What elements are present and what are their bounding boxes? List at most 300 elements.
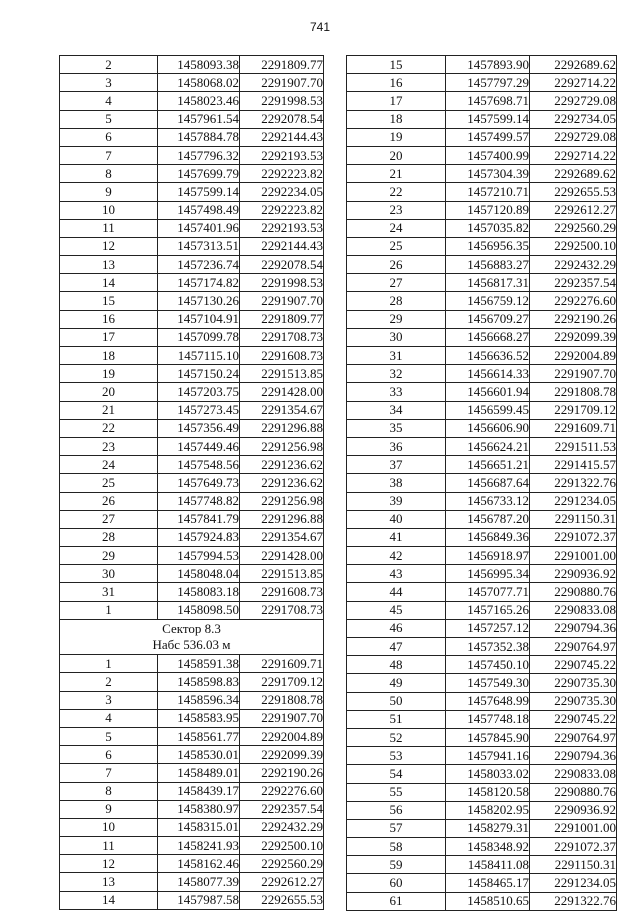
point-number-cell: 7 (60, 146, 158, 164)
table-row (60, 183, 324, 201)
y-coordinate-cell: 2290880.76 (530, 583, 617, 601)
y-coordinate-cell: 2291001.00 (530, 547, 617, 565)
point-number-cell: 32 (347, 365, 446, 383)
point-number-cell: 35 (347, 419, 446, 437)
point-number-cell: 51 (347, 710, 446, 728)
table-row (347, 74, 617, 92)
y-coordinate-cell: 2291907.70 (240, 292, 324, 310)
x-coordinate-cell: 1456849.36 (446, 528, 530, 546)
point-number-cell: 25 (60, 474, 158, 492)
y-coordinate-cell: 2292223.82 (240, 165, 324, 183)
x-coordinate-cell: 1458380.97 (158, 800, 240, 818)
table-row (60, 110, 324, 128)
table-row (347, 419, 617, 437)
table-row (60, 583, 324, 601)
point-number-cell: 22 (347, 183, 446, 201)
y-coordinate-cell: 2291001.00 (530, 819, 617, 837)
table-row (347, 219, 617, 237)
y-coordinate-cell: 2292234.05 (240, 183, 324, 201)
table-row (347, 310, 617, 328)
page-number: 741 (309, 20, 331, 34)
x-coordinate-cell: 1456606.90 (446, 419, 530, 437)
table-row (60, 165, 324, 183)
x-coordinate-cell: 1457796.32 (158, 146, 240, 164)
y-coordinate-cell: 2291322.76 (530, 474, 617, 492)
table-row (60, 655, 324, 673)
point-number-cell: 60 (347, 874, 446, 892)
y-coordinate-cell: 2291150.31 (530, 856, 617, 874)
y-coordinate-cell: 2292144.43 (240, 128, 324, 146)
x-coordinate-cell: 1458279.31 (446, 819, 530, 837)
point-number-cell: 24 (60, 456, 158, 474)
y-coordinate-cell: 2291608.73 (240, 583, 324, 601)
y-coordinate-cell: 2291256.98 (240, 492, 324, 510)
y-coordinate-cell: 2292612.27 (530, 201, 617, 219)
y-coordinate-cell: 2290764.97 (530, 728, 617, 746)
y-coordinate-cell: 2292099.39 (240, 746, 324, 764)
y-coordinate-cell: 2291998.53 (240, 274, 324, 292)
y-coordinate-cell: 2291150.31 (530, 510, 617, 528)
x-coordinate-cell: 1456995.34 (446, 565, 530, 583)
table-row (347, 56, 617, 74)
point-number-cell: 17 (60, 328, 158, 346)
y-coordinate-cell: 2292500.10 (530, 237, 617, 255)
point-number-cell: 5 (60, 727, 158, 745)
x-coordinate-cell: 1458315.01 (158, 818, 240, 836)
table-row (60, 510, 324, 528)
table-row (60, 727, 324, 745)
table-row (347, 619, 617, 637)
y-coordinate-cell: 2292714.22 (530, 74, 617, 92)
y-coordinate-cell: 2290833.08 (530, 601, 617, 619)
y-coordinate-cell: 2292193.53 (240, 146, 324, 164)
y-coordinate-cell: 2291708.73 (240, 328, 324, 346)
x-coordinate-cell: 1457174.82 (158, 274, 240, 292)
y-coordinate-cell: 2291234.05 (530, 492, 617, 510)
x-coordinate-cell: 1457699.79 (158, 165, 240, 183)
point-number-cell: 6 (60, 128, 158, 146)
table-row (347, 674, 617, 692)
table-row (347, 783, 617, 801)
table-row (347, 92, 617, 110)
y-coordinate-cell: 2292655.53 (530, 183, 617, 201)
table-row (347, 692, 617, 710)
point-number-cell: 8 (60, 782, 158, 800)
table-row (347, 474, 617, 492)
table-row (347, 165, 617, 183)
table-row (60, 547, 324, 565)
point-number-cell: 18 (347, 110, 446, 128)
table-row (60, 691, 324, 709)
y-coordinate-cell: 2290794.36 (530, 747, 617, 765)
table-row (347, 565, 617, 583)
point-number-cell: 31 (60, 583, 158, 601)
point-number-cell: 52 (347, 728, 446, 746)
table-row (347, 110, 617, 128)
point-number-cell: 28 (347, 292, 446, 310)
point-number-cell: 3 (60, 691, 158, 709)
table-row (347, 201, 617, 219)
y-coordinate-cell: 2292655.53 (240, 891, 324, 909)
x-coordinate-cell: 1457924.83 (158, 528, 240, 546)
y-coordinate-cell: 2290735.30 (530, 692, 617, 710)
x-coordinate-cell: 1458439.17 (158, 782, 240, 800)
x-coordinate-cell: 1457498.49 (158, 201, 240, 219)
table-row (347, 856, 617, 874)
point-number-cell: 49 (347, 674, 446, 692)
point-number-cell: 25 (347, 237, 446, 255)
y-coordinate-cell: 2291998.53 (240, 92, 324, 110)
y-coordinate-cell: 2292432.29 (240, 818, 324, 836)
point-number-cell: 9 (60, 800, 158, 818)
point-number-cell: 1 (60, 601, 158, 619)
point-number-cell: 30 (60, 565, 158, 583)
table-row (60, 891, 324, 909)
point-number-cell: 58 (347, 838, 446, 856)
table-row (347, 510, 617, 528)
table-row (60, 201, 324, 219)
table-row (60, 437, 324, 455)
y-coordinate-cell: 2292612.27 (240, 873, 324, 891)
table-row (60, 456, 324, 474)
x-coordinate-cell: 1457841.79 (158, 510, 240, 528)
left-table-body-part2 (60, 655, 324, 910)
y-coordinate-cell: 2291809.77 (240, 310, 324, 328)
table-row (60, 764, 324, 782)
table-row (60, 401, 324, 419)
x-coordinate-cell: 1457400.99 (446, 146, 530, 164)
y-coordinate-cell: 2291428.00 (240, 547, 324, 565)
y-coordinate-cell: 2292276.60 (240, 782, 324, 800)
y-coordinate-cell: 2291072.37 (530, 838, 617, 856)
x-coordinate-cell: 1457599.14 (158, 183, 240, 201)
point-number-cell: 45 (347, 601, 446, 619)
point-number-cell: 30 (347, 328, 446, 346)
point-number-cell: 2 (60, 673, 158, 691)
x-coordinate-cell: 1456733.12 (446, 492, 530, 510)
y-coordinate-cell: 2291809.77 (240, 56, 324, 74)
table-row (60, 292, 324, 310)
x-coordinate-cell: 1457099.78 (158, 328, 240, 346)
table-row (347, 365, 617, 383)
table-row (60, 837, 324, 855)
table-row (347, 274, 617, 292)
table-row (60, 873, 324, 891)
x-coordinate-cell: 1457961.54 (158, 110, 240, 128)
y-coordinate-cell: 2290764.97 (530, 638, 617, 656)
x-coordinate-cell: 1458162.46 (158, 855, 240, 873)
table-row (347, 183, 617, 201)
table-row (347, 146, 617, 164)
table-row (60, 219, 324, 237)
y-coordinate-cell: 2291709.12 (530, 401, 617, 419)
y-coordinate-cell: 2291296.88 (240, 510, 324, 528)
table-row (60, 328, 324, 346)
table-row (347, 347, 617, 365)
x-coordinate-cell: 1458077.39 (158, 873, 240, 891)
x-coordinate-cell: 1456614.33 (446, 365, 530, 383)
table-row (60, 800, 324, 818)
y-coordinate-cell: 2291256.98 (240, 437, 324, 455)
y-coordinate-cell: 2292729.08 (530, 128, 617, 146)
point-number-cell: 27 (60, 510, 158, 528)
point-number-cell: 16 (347, 74, 446, 92)
table-row (347, 747, 617, 765)
point-number-cell: 3 (60, 74, 158, 92)
y-coordinate-cell: 2292276.60 (530, 292, 617, 310)
point-number-cell: 22 (60, 419, 158, 437)
x-coordinate-cell: 1458596.34 (158, 691, 240, 709)
table-row (347, 801, 617, 819)
x-coordinate-cell: 1456651.21 (446, 456, 530, 474)
point-number-cell: 43 (347, 565, 446, 583)
y-coordinate-cell: 2291428.00 (240, 383, 324, 401)
y-coordinate-cell: 2291907.70 (240, 709, 324, 727)
y-coordinate-cell: 2290936.92 (530, 801, 617, 819)
point-number-cell: 13 (60, 873, 158, 891)
x-coordinate-cell: 1457748.82 (158, 492, 240, 510)
y-coordinate-cell: 2290936.92 (530, 565, 617, 583)
point-number-cell: 19 (60, 365, 158, 383)
point-number-cell: 14 (60, 891, 158, 909)
table-row (60, 92, 324, 110)
x-coordinate-cell: 1458591.38 (158, 655, 240, 673)
point-number-cell: 20 (60, 383, 158, 401)
left-table-body-part1 (60, 56, 324, 620)
table-row (60, 818, 324, 836)
point-number-cell: 40 (347, 510, 446, 528)
y-coordinate-cell: 2291907.70 (240, 74, 324, 92)
x-coordinate-cell: 1456636.52 (446, 347, 530, 365)
x-coordinate-cell: 1457203.75 (158, 383, 240, 401)
point-number-cell: 21 (347, 165, 446, 183)
y-coordinate-cell: 2291234.05 (530, 874, 617, 892)
point-number-cell: 26 (347, 256, 446, 274)
point-number-cell: 18 (60, 347, 158, 365)
table-row (347, 437, 617, 455)
table-row (60, 146, 324, 164)
point-number-cell: 39 (347, 492, 446, 510)
x-coordinate-cell: 1457941.16 (446, 747, 530, 765)
point-number-cell: 13 (60, 256, 158, 274)
point-number-cell: 50 (347, 692, 446, 710)
x-coordinate-cell: 1457698.71 (446, 92, 530, 110)
point-number-cell: 47 (347, 638, 446, 656)
x-coordinate-cell: 1457649.73 (158, 474, 240, 492)
y-coordinate-cell: 2291236.62 (240, 456, 324, 474)
x-coordinate-cell: 1457548.56 (158, 456, 240, 474)
y-coordinate-cell: 2292004.89 (530, 347, 617, 365)
table-row (60, 492, 324, 510)
table-row (60, 365, 324, 383)
table-row (347, 383, 617, 401)
x-coordinate-cell: 1456601.94 (446, 383, 530, 401)
table-row (60, 274, 324, 292)
table-row (60, 746, 324, 764)
y-coordinate-cell: 2292099.39 (530, 328, 617, 346)
x-coordinate-cell: 1457401.96 (158, 219, 240, 237)
table-row (347, 583, 617, 601)
x-coordinate-cell: 1457104.91 (158, 310, 240, 328)
x-coordinate-cell: 1457115.10 (158, 347, 240, 365)
x-coordinate-cell: 1457304.39 (446, 165, 530, 183)
y-coordinate-cell: 2290794.36 (530, 619, 617, 637)
x-coordinate-cell: 1456687.64 (446, 474, 530, 492)
point-number-cell: 10 (60, 818, 158, 836)
x-coordinate-cell: 1458083.18 (158, 583, 240, 601)
point-number-cell: 34 (347, 401, 446, 419)
x-coordinate-cell: 1458561.77 (158, 727, 240, 745)
x-coordinate-cell: 1458598.83 (158, 673, 240, 691)
point-number-cell: 56 (347, 801, 446, 819)
point-number-cell: 11 (60, 837, 158, 855)
x-coordinate-cell: 1457120.89 (446, 201, 530, 219)
point-number-cell: 4 (60, 92, 158, 110)
point-number-cell: 17 (347, 92, 446, 110)
y-coordinate-cell: 2291609.71 (240, 655, 324, 673)
point-number-cell: 27 (347, 274, 446, 292)
x-coordinate-cell: 1458465.17 (446, 874, 530, 892)
x-coordinate-cell: 1458510.65 (446, 892, 530, 910)
x-coordinate-cell: 1457236.74 (158, 256, 240, 274)
y-coordinate-cell: 2291354.67 (240, 401, 324, 419)
x-coordinate-cell: 1457356.49 (158, 419, 240, 437)
table-row (347, 328, 617, 346)
x-coordinate-cell: 1456599.45 (446, 401, 530, 419)
y-coordinate-cell: 2292078.54 (240, 110, 324, 128)
point-number-cell: 6 (60, 746, 158, 764)
point-number-cell: 9 (60, 183, 158, 201)
left-coordinates-table (59, 55, 324, 910)
y-coordinate-cell: 2292689.62 (530, 56, 617, 74)
x-coordinate-cell: 1456817.31 (446, 274, 530, 292)
table-row (347, 838, 617, 856)
x-coordinate-cell: 1458583.95 (158, 709, 240, 727)
point-number-cell: 54 (347, 765, 446, 783)
point-number-cell: 4 (60, 709, 158, 727)
point-number-cell: 26 (60, 492, 158, 510)
x-coordinate-cell: 1457130.26 (158, 292, 240, 310)
x-coordinate-cell: 1456787.20 (446, 510, 530, 528)
table-row (60, 256, 324, 274)
x-coordinate-cell: 1457994.53 (158, 547, 240, 565)
y-coordinate-cell: 2292190.26 (240, 764, 324, 782)
y-coordinate-cell: 2291808.78 (240, 691, 324, 709)
y-coordinate-cell: 2290880.76 (530, 783, 617, 801)
y-coordinate-cell: 2292193.53 (240, 219, 324, 237)
point-number-cell: 46 (347, 619, 446, 637)
x-coordinate-cell: 1456883.27 (446, 256, 530, 274)
table-row (347, 710, 617, 728)
point-number-cell: 42 (347, 547, 446, 565)
y-coordinate-cell: 2292223.82 (240, 201, 324, 219)
point-number-cell: 23 (347, 201, 446, 219)
x-coordinate-cell: 1457313.51 (158, 237, 240, 255)
table-row (60, 601, 324, 619)
point-number-cell: 15 (60, 292, 158, 310)
x-coordinate-cell: 1458241.93 (158, 837, 240, 855)
x-coordinate-cell: 1456956.35 (446, 237, 530, 255)
y-coordinate-cell: 2292714.22 (530, 146, 617, 164)
table-row (60, 74, 324, 92)
table-row (347, 874, 617, 892)
x-coordinate-cell: 1457449.46 (158, 437, 240, 455)
point-number-cell: 38 (347, 474, 446, 492)
y-coordinate-cell: 2290735.30 (530, 674, 617, 692)
point-number-cell: 29 (347, 310, 446, 328)
table-row (347, 128, 617, 146)
y-coordinate-cell: 2292560.29 (240, 855, 324, 873)
point-number-cell: 24 (347, 219, 446, 237)
x-coordinate-cell: 1457884.78 (158, 128, 240, 146)
point-number-cell: 5 (60, 110, 158, 128)
y-coordinate-cell: 2290745.22 (530, 710, 617, 728)
table-row (347, 601, 617, 619)
x-coordinate-cell: 1457987.58 (158, 891, 240, 909)
point-number-cell: 8 (60, 165, 158, 183)
x-coordinate-cell: 1457748.18 (446, 710, 530, 728)
x-coordinate-cell: 1457210.71 (446, 183, 530, 201)
x-coordinate-cell: 1458023.46 (158, 92, 240, 110)
point-number-cell: 16 (60, 310, 158, 328)
point-number-cell: 57 (347, 819, 446, 837)
y-coordinate-cell: 2292357.54 (530, 274, 617, 292)
table-row (60, 528, 324, 546)
table-row (347, 728, 617, 746)
x-coordinate-cell: 1457150.24 (158, 365, 240, 383)
x-coordinate-cell: 1457273.45 (158, 401, 240, 419)
point-number-cell: 23 (60, 437, 158, 455)
x-coordinate-cell: 1458033.02 (446, 765, 530, 783)
sector-header-row (60, 619, 324, 654)
x-coordinate-cell: 1458098.50 (158, 601, 240, 619)
x-coordinate-cell: 1458348.92 (446, 838, 530, 856)
y-coordinate-cell: 2290745.22 (530, 656, 617, 674)
sector-title: Сектор 8.3 (162, 621, 221, 636)
x-coordinate-cell: 1457797.29 (446, 74, 530, 92)
table-row (60, 565, 324, 583)
point-number-cell: 48 (347, 656, 446, 674)
table-row (347, 292, 617, 310)
x-coordinate-cell: 1457893.90 (446, 56, 530, 74)
point-number-cell: 1 (60, 655, 158, 673)
table-row (60, 419, 324, 437)
table-row (60, 237, 324, 255)
table-row (60, 383, 324, 401)
x-coordinate-cell: 1457450.10 (446, 656, 530, 674)
table-row (347, 765, 617, 783)
table-row (347, 528, 617, 546)
point-number-cell: 20 (347, 146, 446, 164)
x-coordinate-cell: 1458489.01 (158, 764, 240, 782)
point-number-cell: 41 (347, 528, 446, 546)
point-number-cell: 2 (60, 56, 158, 74)
table-row (60, 56, 324, 74)
table-row (347, 256, 617, 274)
table-row (60, 474, 324, 492)
table-row (347, 656, 617, 674)
y-coordinate-cell: 2291907.70 (530, 365, 617, 383)
table-row (60, 782, 324, 800)
x-coordinate-cell: 1458120.58 (446, 783, 530, 801)
y-coordinate-cell: 2291415.57 (530, 456, 617, 474)
table-row (60, 709, 324, 727)
table-row (60, 310, 324, 328)
point-number-cell: 37 (347, 456, 446, 474)
point-number-cell: 10 (60, 201, 158, 219)
table-row (347, 401, 617, 419)
table-row (347, 237, 617, 255)
